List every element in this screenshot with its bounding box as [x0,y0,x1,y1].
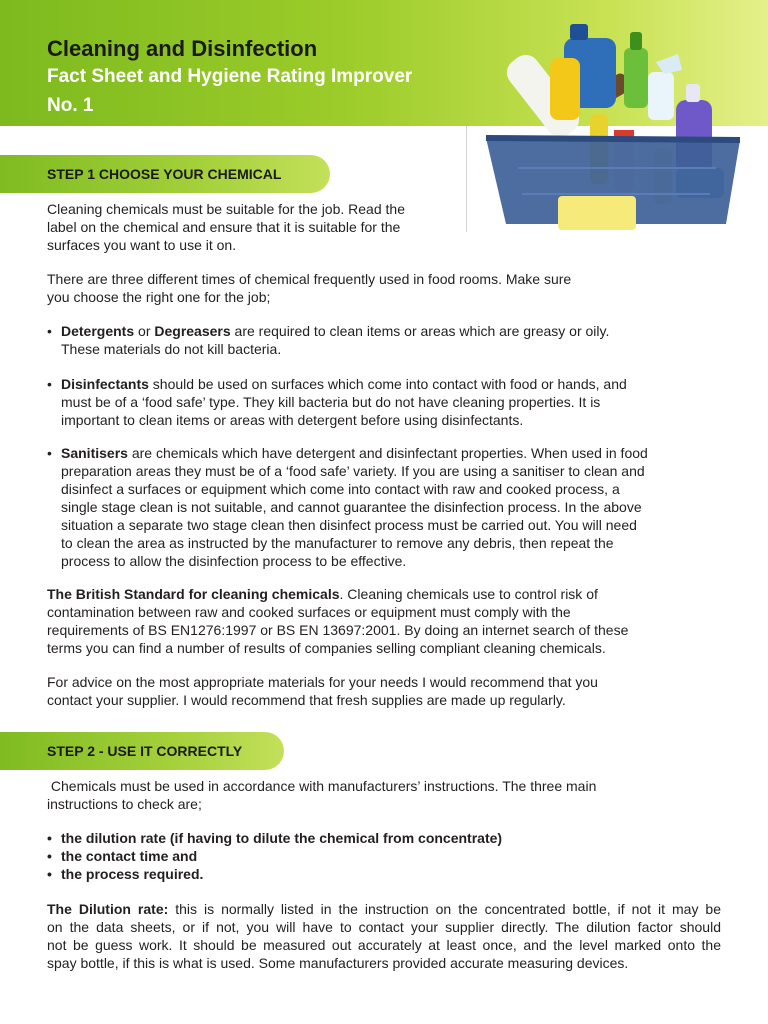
bullet-glyph: • [47,848,52,864]
check-dilution-rate [47,829,719,847]
intro-line: surfaces you want to use it on. [47,237,237,253]
bullet-text: important to clean items or areas with detergent before using disinfectants. [61,412,524,428]
dilution-paragraph [47,900,721,972]
dilution-line: not be guess work. It should be measured out accurately at least once, and the level marked onto the [47,937,721,953]
divider-line [466,126,467,232]
cleaning-basket-image [478,18,756,230]
step1-banner [0,155,330,193]
bullet-text: situation a separate two stage clean then disinfect process must be carried out. You will need [61,517,637,533]
standard-line: terms you can find a number of results of companies selling compliant cleaning chemicals. [47,640,606,656]
page-title: Cleaning and Disinfection [47,36,318,61]
advice-paragraph [47,673,598,709]
bullet-disinfectants [47,375,719,429]
joiner: or [134,323,155,339]
check-contact-time [47,847,719,865]
bullet-glyph: • [47,866,52,882]
term-sanitisers: Sanitisers [61,445,128,461]
step2-heading: STEP 2 - USE IT CORRECTLY [47,743,243,759]
bullet-text: preparation areas they must be of a ‘food safe’ variety. If you are using a sanitiser to clean and [61,463,645,479]
page-subtitle: Fact Sheet and Hygiene Rating Improver [47,66,413,87]
advice-line: For advice on the most appropriate materials for your needs I would recommend that you [47,674,598,690]
intro-line: label on the chemical and ensure that it is suitable for the [47,219,401,235]
bullet-text: These materials do not kill bacteria. [61,341,282,357]
british-standard-paragraph [47,585,628,657]
check-text: the contact time and [61,848,198,864]
dilution-line: this is normally listed in the instruction on the concentrated bottle, if not it may be [168,901,721,917]
bullet-text: are required to clean items or areas which are greasy or oily. [230,323,610,339]
bullet-text: are chemicals which have detergent and disinfectant properties. When used in food [127,445,648,461]
term-degreasers: Degreasers [154,323,231,339]
step2-intro-line: Chemicals must be used in accordance with manufacturers’ instructions. The three main [47,778,597,794]
step1-intro [47,200,405,254]
step2-banner [0,732,284,770]
bullet-glyph: • [47,376,52,392]
dilution-line: spay bottle, if this is what is used. Some manufacturers provided accurate measuring devices. [47,955,629,971]
dilution-line: on the data sheets, or if not, you will have to contact your supplier directly. The dilution factor should [47,919,721,935]
bullet-glyph: • [47,830,52,846]
types-line: you choose the right one for the job; [47,289,271,305]
intro-line: Cleaning chemicals must be suitable for the job. Read the [47,201,405,217]
advice-line: contact your supplier. I would recommend that fresh supplies are made up regularly. [47,692,566,708]
bullet-text: must be of a ‘food safe’ type. They kill bacteria but do not have cleaning properties. It is [61,394,601,410]
check-process [47,865,719,883]
check-text: the dilution rate (if having to dilute the chemical from concentrate) [61,830,503,846]
term-detergents: Detergents [61,323,135,339]
bullet-text: single stage clean is not suitable, and cannot guarantee the disinfection process. In the above [61,499,642,515]
bullet-detergents [47,322,719,358]
step2-intro-line: instructions to check are; [47,796,202,812]
term-disinfectants: Disinfectants [61,376,149,392]
bullet-text: process to allow the disinfection process to be effective. [61,553,407,569]
bullet-text: should be used on surfaces which come into contact with food or hands, and [148,376,627,392]
dilution-heading: The Dilution rate: [47,901,169,917]
bullet-text: disinfect a surfaces or equipment which come into contact with raw and cooked process, a [61,481,620,497]
types-line: There are three different times of chemical frequently used in food rooms. Make sure [47,271,572,287]
step2-intro [47,777,596,813]
bullet-glyph: • [47,323,52,339]
standard-line: requirements of BS EN1276:1997 or BS EN 13697:2001. By doing an internet search of these [47,622,629,638]
standard-heading: The British Standard for cleaning chemicals [47,586,340,602]
standard-line: contamination between raw and cooked surfaces or equipment must comply with the [47,604,571,620]
chemical-types-intro [47,270,571,306]
standard-line: . Cleaning chemicals use to control risk of [339,586,598,602]
bullet-sanitisers [47,444,719,570]
sheet-number: No. 1 [47,95,94,116]
check-text: the process required. [61,866,204,882]
bullet-text: to clean the area as instructed by the manufacturer to remove any debris, then repeat the [61,535,614,551]
bullet-glyph: • [47,445,52,461]
step1-heading: STEP 1 CHOOSE YOUR CHEMICAL [47,166,282,182]
